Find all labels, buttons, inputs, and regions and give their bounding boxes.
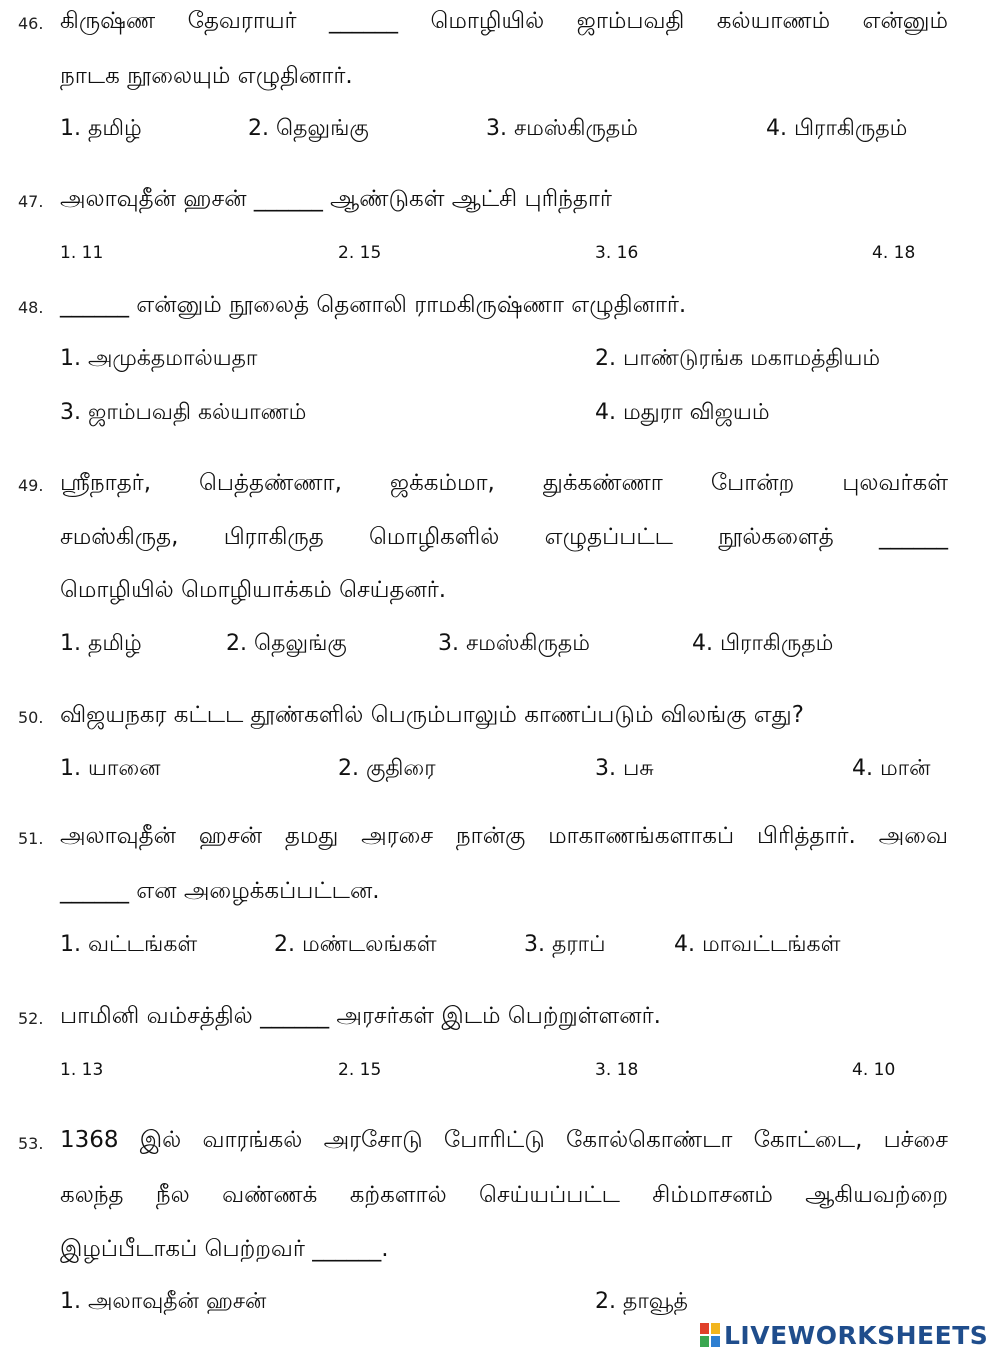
question-text-line: 1368 இல் வாரங்கல் அரசோடு போரிட்டு கோல்கொண்டா கோட்டை, பச்சை: [60, 1127, 948, 1153]
option: 1. 13: [60, 1060, 104, 1080]
option: 4. மாவட்டங்கள்: [674, 932, 841, 957]
liveworksheets-logo-icon: [700, 1323, 720, 1347]
question-text-line: கலந்த நீல வண்ணக் கற்களால் செய்யப்பட்ட சிம்மாசனம் ஆகியவற்றை: [60, 1182, 948, 1208]
option: 2. 15: [338, 243, 382, 263]
question-text-line: விஜயநகர கட்டட தூண்களில் பெரும்பாலும் காணப்படும் விலங்கு எது?: [60, 702, 804, 728]
question-number: 46.: [18, 14, 44, 33]
option: 1. 11: [60, 243, 104, 263]
question-text-line: ஸ்ரீநாதர், பெத்தண்ணா, ஜக்கம்மா, துக்கண்ணா போன்ற புலவர்கள்: [60, 470, 948, 496]
question-text-line: அலாவுதீன் ஹசன் ______ ஆண்டுகள் ஆட்சி புரிந்தார்: [60, 186, 612, 212]
question-number: 51.: [18, 829, 44, 848]
option: 2. பாண்டுரங்க மகாமத்தியம்: [595, 346, 881, 371]
liveworksheets-logo[interactable]: [700, 1320, 988, 1350]
option: 4. 10: [852, 1060, 896, 1080]
question-number: 47.: [18, 192, 44, 211]
option: 3. தராப்: [524, 932, 606, 957]
option: 1. அலாவுதீன் ஹசன்: [60, 1289, 267, 1314]
question-number: 48.: [18, 298, 44, 317]
option: 4. மான்: [852, 756, 931, 781]
question-text-line: ______ என்னும் நூலைத் தெனாலி ராமகிருஷ்ணா எழுதினார்.: [60, 292, 687, 318]
option: 1. தமிழ்: [60, 116, 142, 141]
option: 3. ஜாம்பவதி கல்யாணம்: [60, 400, 307, 425]
option: 3. சமஸ்கிருதம்: [438, 631, 590, 656]
question-text-line: மொழியில் மொழியாக்கம் செய்தனர்.: [60, 577, 447, 603]
option: 1. வட்டங்கள்: [60, 932, 198, 957]
question-number: 52.: [18, 1009, 44, 1028]
option: 1. அமுக்தமால்யதா: [60, 346, 258, 371]
option: 3. 18: [595, 1060, 639, 1080]
option: 1. தமிழ்: [60, 631, 142, 656]
option: 4. 18: [872, 243, 916, 263]
option: 3. சமஸ்கிருதம்: [486, 116, 638, 141]
option: 3. பசு: [595, 756, 654, 781]
option: 3. 16: [595, 243, 639, 263]
question-text-line: சமஸ்கிருத, பிராகிருத மொழிகளில் எழுதப்பட்ட நூல்களைத் ______: [60, 524, 948, 550]
option: 2. 15: [338, 1060, 382, 1080]
question-text-line: அலாவுதீன் ஹசன் தமது அரசை நான்கு மாகாணங்களாகப் பிரித்தார். அவை: [60, 823, 948, 849]
option: 4. பிராகிருதம்: [766, 116, 908, 141]
option: 2. மண்டலங்கள்: [274, 932, 437, 957]
question-text-line: இழப்பீடாகப் பெற்றவர் ______.: [60, 1236, 389, 1262]
logo-text: LIVEWORKSHEETS: [724, 1320, 989, 1350]
option: 2. குதிரை: [338, 756, 436, 781]
question-number: 50.: [18, 708, 44, 727]
option: 4. மதுரா விஜயம்: [595, 400, 770, 425]
option: 4. பிராகிருதம்: [692, 631, 834, 656]
question-text-line: ______ என அழைக்கப்பட்டன.: [60, 878, 380, 904]
question-text-line: கிருஷ்ண தேவராயர் ______ மொழியில் ஜாம்பவதி கல்யாணம் என்னும்: [60, 8, 948, 34]
question-text-line: நாடக நூலையும் எழுதினார்.: [60, 63, 353, 89]
question-number: 49.: [18, 476, 44, 495]
question-text-line: பாமினி வம்சத்தில் ______ அரசர்கள் இடம் பெற்றுள்ளனர்.: [60, 1003, 661, 1029]
option: 1. யானை: [60, 756, 161, 781]
option: 2. தாவூத்: [595, 1289, 688, 1314]
question-number: 53.: [18, 1134, 44, 1153]
option: 2. தெலுங்கு: [248, 116, 369, 141]
option: 2. தெலுங்கு: [226, 631, 347, 656]
